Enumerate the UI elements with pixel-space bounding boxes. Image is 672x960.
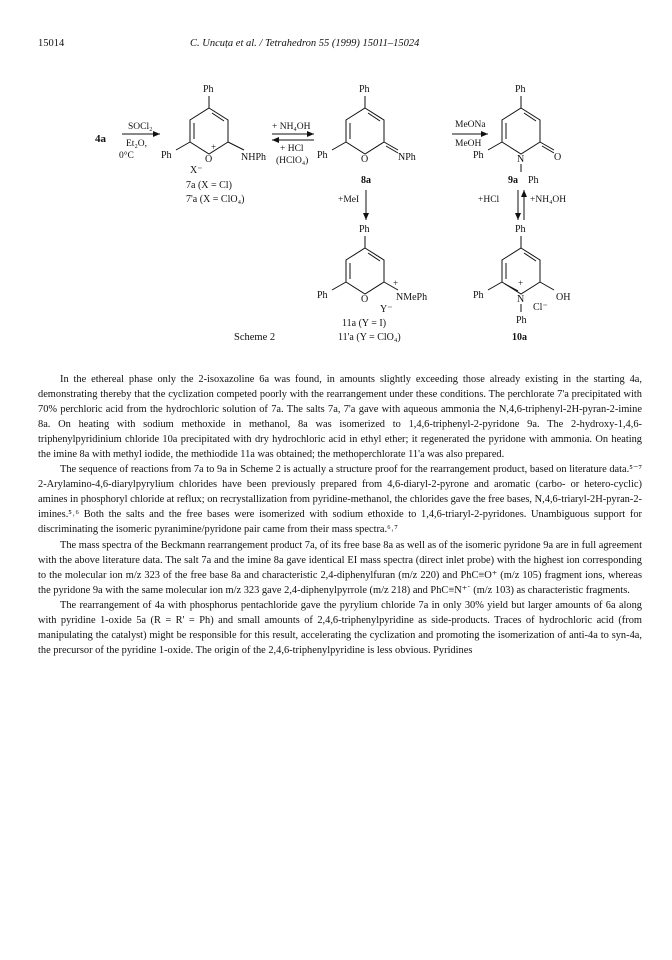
- label-7pa: 7'a (X = ClO₄): [186, 194, 245, 205]
- running-header: [38, 38, 642, 54]
- reagent-nh4oh-2: +NH₄OH: [530, 195, 567, 205]
- reaction-scheme: [0, 80, 672, 350]
- ph-9a-left: Ph: [473, 150, 484, 161]
- scheme-drawing: [0, 80, 672, 350]
- compound-9a-structure: [473, 84, 561, 186]
- plus-7a: +: [211, 142, 217, 152]
- reagent-mei: +MeI: [338, 195, 360, 205]
- ph-9a-top: Ph: [515, 84, 526, 95]
- reagent-meoh: MeOH: [455, 139, 482, 149]
- running-head: C. Uncuța et al. / Tetrahedron 55 (1999) 15011–15024: [190, 38, 420, 49]
- ph-10a-top: Ph: [515, 224, 526, 235]
- n-10a: N: [517, 294, 525, 305]
- compound-8a-structure: [317, 84, 416, 165]
- ph-10a-left: Ph: [473, 290, 484, 301]
- o-exo-9a: O: [554, 152, 562, 163]
- o-8a: O: [361, 154, 369, 165]
- compound-10a-structure: [473, 224, 570, 326]
- reagent-hclo4: (HClO₄): [276, 156, 309, 166]
- label-9a: 9a: [508, 175, 518, 186]
- reagent-nh4oh: + NH₄OH: [272, 122, 311, 132]
- page-number: 15014: [38, 38, 65, 49]
- ph-8a-left: Ph: [317, 150, 328, 161]
- yminus-11a: Y⁻: [380, 304, 393, 315]
- plus-11a: +: [393, 278, 399, 288]
- ph-7a-left: Ph: [161, 150, 172, 161]
- xminus-7a: X⁻: [190, 165, 203, 176]
- label-10a: 10a: [512, 332, 527, 343]
- nph-8a: NPh: [398, 152, 416, 163]
- article-body: [38, 372, 642, 658]
- ph-7a-top: Ph: [203, 84, 214, 95]
- o-7a: O: [205, 154, 213, 165]
- reagent-hcl-2: +HCl: [478, 195, 500, 205]
- oh-10a: OH: [556, 292, 571, 303]
- scheme-caption: Scheme 2: [234, 332, 276, 343]
- reagent-hcl: + HCl: [280, 144, 304, 154]
- paragraph-2: The sequence of reactions from 7a to 9a in Scheme 2 is actually a structure proof for the rearrangement product, based on literature data.⁵⁻⁷ 2-Arylamino-4,6-diarylpyrylium chlorides have been previously prepared from 4,6-diaryl-2-pyrone and aromatic (carbo- or hetero-cyclic) amines in phosphoryl chloride at reflux; on recrystallization from pyridine-methanol, the chlorides gave the free bases, N,4,6-triaryl-2H-pyran-2-imines.⁵˒⁶ Both the salts and the free bases were isomerized with sodium ethoxide to 1,4,6-triaryl-2-pyridones. Unambiguous support for discriminating the isomeric pyranimine/pyridone pair came from their mass spectra.⁶˒⁷: [38, 464, 642, 536]
- ph-11a-top: Ph: [359, 224, 370, 235]
- o-11a: O: [361, 294, 369, 305]
- label-8a: 8a: [361, 175, 371, 186]
- clminus-10a: Cl⁻: [533, 302, 548, 313]
- reagent-0c: 0°C: [119, 151, 134, 161]
- compound-7a-structure: [161, 84, 266, 176]
- ph-11a-left: Ph: [317, 290, 328, 301]
- reactant-label: 4a: [95, 133, 106, 145]
- plus-10a: +: [518, 278, 524, 288]
- paragraph-1: In the ethereal phase only the 2-isoxazoline 6a was found, in amounts slightly exceeding those already existing in the starting 4a, demonstrating thereby that the cyclization competed poorly with the rearrangement under these conditions. The perchlorate 7'a precipitated with 70% perchloric acid from the hydrochloric solution of 7a. The salts 7a, 7'a gave with aqueous ammonia the N,4,6-triphenyl-2H-pyran-2-imine 8a. On heating with sodium methoxide in methanol, 8a was isomerized to 1,4,6-triphenyl-2-pyridone 9a. The 2-hydroxy-1,4,6-triphenylpyridinium chloride 10a precipitated with dry hydrochloric acid in ethyl ether; it regenerated the pyridone with ammonia. On heating the imine 8a with methyl iodide, the methiodide 11a was obtained; the methoperchlorate 11'a was also prepared.: [38, 374, 642, 461]
- ph-8a-top: Ph: [359, 84, 370, 95]
- nhph-7a: NHPh: [241, 152, 267, 163]
- reagent-socl2: SOCl₂: [128, 122, 153, 132]
- compound-11a-structure: [317, 224, 427, 315]
- label-11pa: 11'a (Y = ClO₄): [338, 332, 401, 343]
- label-7a: 7a (X = Cl): [186, 180, 232, 191]
- reagent-meona: MeONa: [455, 120, 486, 130]
- label-11a: 11a (Y = I): [342, 318, 387, 329]
- paragraph-4: The rearrangement of 4a with phosphorus pentachloride gave the pyrylium chloride 7a in only 30% yield but larger amounts of 6a along with pyridine 1-oxide 5a (R = R' = Ph) and small amounts of 2,4,6-triphenylpyridine as side-products. Traces of hydrochloric acid (from manipulating the catalyst) might be responsible for this result, accelerating the cyclization and promoting the isomerization of anti-4a to syn-4a, the precursor of the pyridine 1-oxide. The origin of the 2,4,6-triphenylpyridine is less obvious. Pyridines: [38, 599, 642, 656]
- n-9a: N: [517, 154, 525, 165]
- ph-10a-n: Ph: [516, 315, 527, 326]
- reagent-et2o: Et₂O,: [126, 139, 147, 149]
- nmeph-11a: NMePh: [396, 292, 428, 303]
- paragraph-3: The mass spectra of the Beckmann rearrangement product 7a, of its free base 8a as well as of the isomeric pyridone 9a are in full agreement with the above literature data. The salt 7a and the imine 8a gave identical EI mass spectra (direct inlet probe) with the highest ion corresponding to the molecular ion m/z 323 of the free base 8a and characteristic 2,4-diphenylfuran (m/z 220) and PhC≡O⁺ (m/z 105) fragment ions, whereas the pyridone 9a with the same molecular ion m/z 323 gave 2,4-diphenylpyrrole (m/z 218) and PhC≡N⁺˙ (m/z 103) as characteristic fragments.: [38, 539, 642, 596]
- ph-9a-n: Ph: [528, 175, 539, 186]
